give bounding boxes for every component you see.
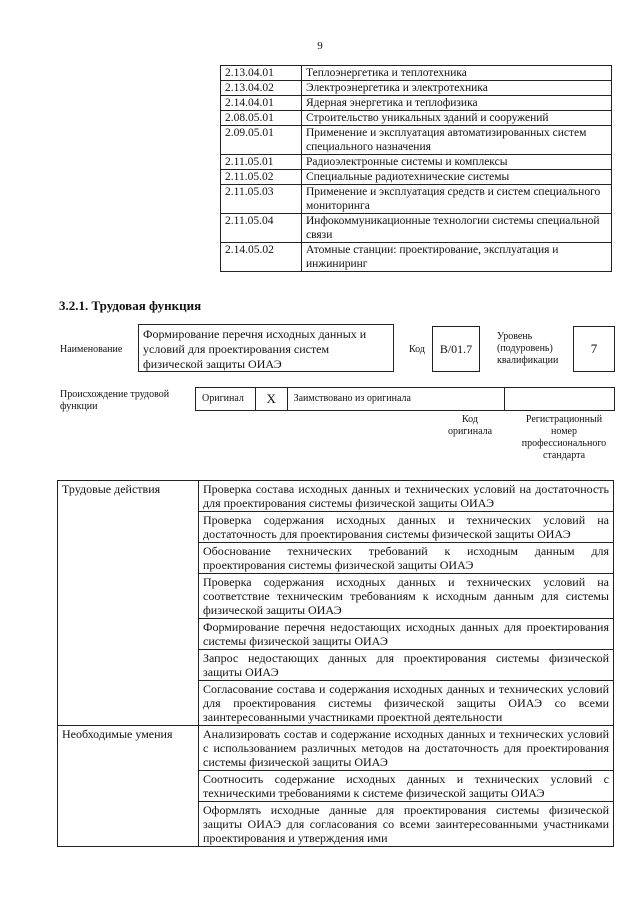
- function-name: Формирование перечня исходных данных и условий для проектирования систем физической защиты ОИАЭ: [138, 324, 394, 372]
- origin-row: [195, 387, 615, 411]
- specialty-name: Специальные радиотехнические системы: [302, 170, 612, 185]
- code-label: Код: [409, 344, 425, 355]
- function-item: Обоснование технических требований к исходным данным для проектирования системы физической защиты ОИАЭ: [199, 543, 614, 574]
- specialty-name: Строительство уникальных зданий и сооружений: [302, 111, 612, 126]
- specialty-row: [221, 243, 612, 272]
- function-row: [58, 726, 614, 771]
- category-label: Необходимые умения: [58, 726, 199, 847]
- registration-number-caption: Регистрационный номер профессионального стандарта: [521, 414, 607, 461]
- name-label: Наименование: [60, 344, 123, 355]
- specialty-row: [221, 170, 612, 185]
- specialty-code: 2.11.05.04: [221, 214, 302, 243]
- function-item: Формирование перечня недостающих исходных данных для проектирования системы физической защиты ОИАЭ: [199, 619, 614, 650]
- function-item: Анализировать состав и содержание исходных данных и технических условий с использованием различных методов на достаточность для проектирования системы физической защиты ОИАЭ: [199, 726, 614, 771]
- origin-label: Происхождение трудовой функции: [60, 389, 170, 412]
- specialty-code: 2.11.05.01: [221, 155, 302, 170]
- function-item: Соотносить содержание исходных данных и технических условий с техническими требованиями к системе физической защиты ОИАЭ: [199, 771, 614, 802]
- specialty-name: Применение и эксплуатация автоматизированных систем специального назначения: [302, 126, 612, 155]
- specialty-row: [221, 155, 612, 170]
- specialty-row: [221, 214, 612, 243]
- specialty-name: Применение и эксплуатация средств и систем специального мониторинга: [302, 185, 612, 214]
- specialty-code: 2.08.05.01: [221, 111, 302, 126]
- qualification-level: 7: [573, 326, 615, 372]
- origin-mark: X: [256, 388, 288, 410]
- function-item: Согласование состава и содержания исходных данных и технических условий для проектирования системы физической защиты ОИАЭ со всеми заинтересованными участниками проектной деятельности: [199, 681, 614, 726]
- specialty-code: 2.14.04.01: [221, 96, 302, 111]
- section-title: 3.2.1. Трудовая функция: [59, 298, 202, 313]
- specialty-name: Ядерная энергетика и теплофизика: [302, 96, 612, 111]
- specialty-name: Инфокоммуникационные технологии системы специальной связи: [302, 214, 612, 243]
- specialty-row: [221, 66, 612, 81]
- specialty-row: [221, 81, 612, 96]
- function-table: [57, 480, 614, 847]
- specialty-code: 2.14.05.02: [221, 243, 302, 272]
- specialty-name: Радиоэлектронные системы и комплексы: [302, 155, 612, 170]
- specialty-code: 2.11.05.03: [221, 185, 302, 214]
- level-label: Уровень (подуровень) квалификации: [497, 331, 559, 366]
- function-item: Запрос недостающих данных для проектирования системы физической защиты ОИАЭ: [199, 650, 614, 681]
- function-item: Проверка содержания исходных данных и технических условий на достаточность для проектирования системы физической защиты ОИАЭ: [199, 512, 614, 543]
- specialty-row: [221, 96, 612, 111]
- specialty-name: Атомные станции: проектирование, эксплуатация и инжиниринг: [302, 243, 612, 272]
- specialty-code: 2.09.05.01: [221, 126, 302, 155]
- specialty-code: 2.13.04.01: [221, 66, 302, 81]
- origin-original-label: Оригинал: [196, 388, 256, 410]
- specialty-row: [221, 126, 612, 155]
- specialty-name: Электроэнергетика и электротехника: [302, 81, 612, 96]
- function-item: Проверка содержания исходных данных и технических условий на соответствие техническим требованиям к исходным данным для системы физической защиты ОИАЭ: [199, 574, 614, 619]
- function-row: [58, 481, 614, 512]
- specialty-code: 2.11.05.02: [221, 170, 302, 185]
- specialty-row: [221, 111, 612, 126]
- specialties-table: [220, 65, 612, 272]
- category-label: Трудовые действия: [58, 481, 199, 726]
- specialty-row: [221, 185, 612, 214]
- origin-code-cell: [505, 388, 614, 410]
- original-code-caption: Код оригинала: [447, 414, 493, 437]
- function-item: Проверка состава исходных данных и технических условий на достаточность для проектирования системы физической защиты ОИАЭ: [199, 481, 614, 512]
- specialty-name: Теплоэнергетика и теплотехника: [302, 66, 612, 81]
- function-code: В/01.7: [432, 326, 480, 372]
- origin-borrowed-label: Заимствовано из оригинала: [288, 388, 505, 410]
- page-number: 9: [317, 40, 323, 52]
- specialty-code: 2.13.04.02: [221, 81, 302, 96]
- function-item: Оформлять исходные данные для проектирования системы физической защиты ОИАЭ для согласования со всеми заинтересованными участниками проектирования и утверждения ими: [199, 802, 614, 847]
